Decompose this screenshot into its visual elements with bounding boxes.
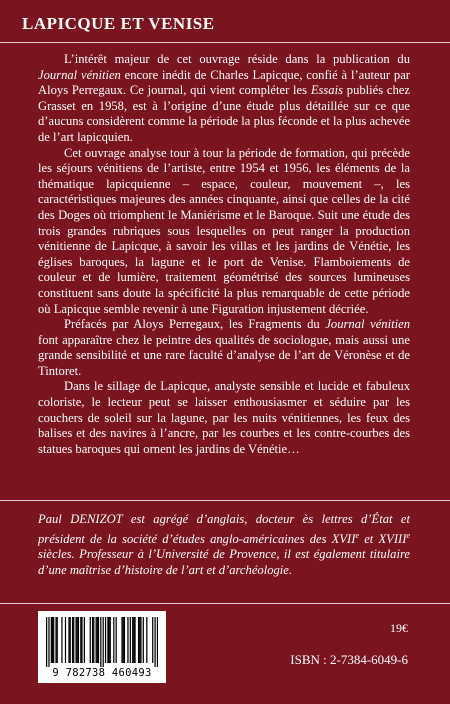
- bottom-divider: [0, 603, 450, 604]
- price: 19€: [390, 621, 408, 635]
- blurb-paragraph-4: Dans le sillage de Lapicque, analyste sensible et lucide et fabuleux coloriste, le lecteur peut se laisser enthousiasmer et séduire par les couchers de soleil sur la lagune, par les nuits vénitiennes, les feux des balises et des navires à l’ancre, par les courbes et les contre-courbes des statues baroques qui ornent les jardins de Vénétie…: [38, 379, 410, 456]
- barcode-bar: [80, 617, 81, 663]
- isbn: ISBN : 2-7384-6049-6: [290, 652, 408, 667]
- barcode-bar: [105, 617, 106, 663]
- barcode-bar: [124, 617, 125, 663]
- barcode-bar: [46, 617, 47, 667]
- author-bio: [38, 512, 410, 579]
- barcode-bar: [77, 617, 78, 663]
- author-name: Paul DENIZOT: [38, 512, 123, 526]
- top-divider: [0, 42, 450, 43]
- blurb-paragraph-3: Préfacés par Aloys Perregaux, les Fragments du Journal vénitien font apparaître chez le peintre des qualités de sociologue, mais aussi une grande sensibilité et une rare faculté d’analyse de l’art de Véronèse et de Tintoret.: [38, 317, 410, 378]
- barcode-digits: 9 782738 460493: [52, 667, 152, 679]
- back-cover-blurb: [38, 52, 410, 457]
- middle-divider: [0, 500, 450, 501]
- barcode-bar: [140, 617, 141, 663]
- author-bio-part-3: siècles. Professeur à l’Université de Provence, il est également titulaire d’une maîtrise d’histoire de l’art et d’archéologie.: [38, 547, 410, 577]
- barcode-bar: [116, 617, 117, 663]
- italic-title: Essais: [310, 83, 344, 98]
- barcode-bar: [107, 617, 108, 663]
- barcode-bar: [70, 617, 71, 663]
- barcode-bar: [73, 617, 74, 663]
- barcode-bar: [84, 617, 85, 663]
- barcode-bar: [132, 617, 133, 663]
- barcode-bar: [139, 617, 140, 663]
- blurb-paragraph-2: Cet ouvrage analyse tour à tour la période de formation, qui précède les séjours vénitiens de l’artiste, entre 1954 et 1956, les éléments de la thématique lapicquienne – espace, couleur, mouvement –, les caractéristiques majeures des années cinquante, ainsi que celles de la cité des Doges où triomphent le Maniérisme et le Baroque. Suit une étude des trois grandes rubriques sous lesquelles on peut ranger la production vénitienne de Lapicque, à savoir les villas et les jardins de Vénétie, les églises baroques, la lagune et le port de Venise. Flamboiements de couleur et de lumière, traitement géométrisé des sources lumineuses constituent sans doute la spécificité la plus remarquable de cette période où Lapicque semble revenir à une Figuration injustement décriée.: [38, 145, 410, 316]
- barcode-bar: [98, 617, 99, 663]
- barcode-bar: [72, 617, 73, 663]
- blurb-paragraph-1: L’intérêt majeur de cet ouvrage réside dans la publication du Journal vénitien encore inédit de Charles Lapicque, confié à l’auteur par Aloys Perregaux. Ce journal, qui vient compléter les Essais publiés chez Grasset en 1958, est à l’origine d’une étude plus détaillée sur ce que d’aucuns considèrent comme la période la plus féconde et la plus achevée de l’art lapicquien.: [38, 52, 410, 144]
- barcode-bar: [108, 617, 109, 663]
- barcode-bar: [113, 617, 114, 663]
- barcode-bar: [52, 617, 53, 663]
- barcode-bar: [157, 617, 158, 667]
- barcode-bar: [97, 617, 98, 663]
- barcode-bar: [57, 617, 58, 663]
- barcode-bar: [110, 617, 111, 663]
- century-superscript-2: e: [406, 530, 410, 540]
- barcode-bar: [93, 617, 94, 663]
- barcode-bar: [152, 617, 153, 663]
- barcode-bar: [143, 617, 144, 663]
- barcode-bar: [55, 617, 56, 663]
- barcode-bar: [154, 617, 155, 667]
- barcode-bar: [53, 617, 54, 663]
- barcode-bar: [51, 617, 52, 663]
- barcode-bar: [134, 617, 135, 663]
- barcode-bar: [61, 617, 62, 663]
- italic-title: Journal vénitien: [325, 317, 410, 332]
- book-title: LAPICQUE ET VENISE: [22, 14, 215, 33]
- barcode-bar: [123, 617, 124, 663]
- barcode-bar: [127, 617, 128, 663]
- barcode: [38, 611, 166, 683]
- barcode-bar: [65, 617, 66, 663]
- barcode-bar: [133, 617, 134, 663]
- barcode-bar: [92, 617, 93, 663]
- barcode-bar: [121, 617, 122, 663]
- italic-title: Journal vénitien: [38, 67, 121, 82]
- barcode-bar: [68, 617, 69, 663]
- barcode-bar: [96, 617, 97, 663]
- barcode-bar: [130, 617, 131, 663]
- barcode-bar: [103, 617, 104, 667]
- barcode-bar: [90, 617, 91, 663]
- barcode-bar: [100, 617, 101, 667]
- barcode-bar: [138, 617, 139, 663]
- barcode-bar: [78, 617, 79, 663]
- barcode-bar: [146, 617, 147, 663]
- century-superscript-1: e: [355, 530, 360, 540]
- barcode-bar: [75, 617, 76, 663]
- author-bio-part-2: et XVIII: [359, 531, 407, 546]
- barcode-bar: [48, 617, 49, 667]
- author-bio-part-1: est agrégé d’anglais, docteur ès lettres d’État et président de la société d’études anglo-américaines des XVII: [38, 512, 410, 546]
- author-bio-text: [38, 512, 410, 579]
- barcode-bars: [46, 617, 158, 667]
- barcode-bar: [81, 617, 82, 663]
